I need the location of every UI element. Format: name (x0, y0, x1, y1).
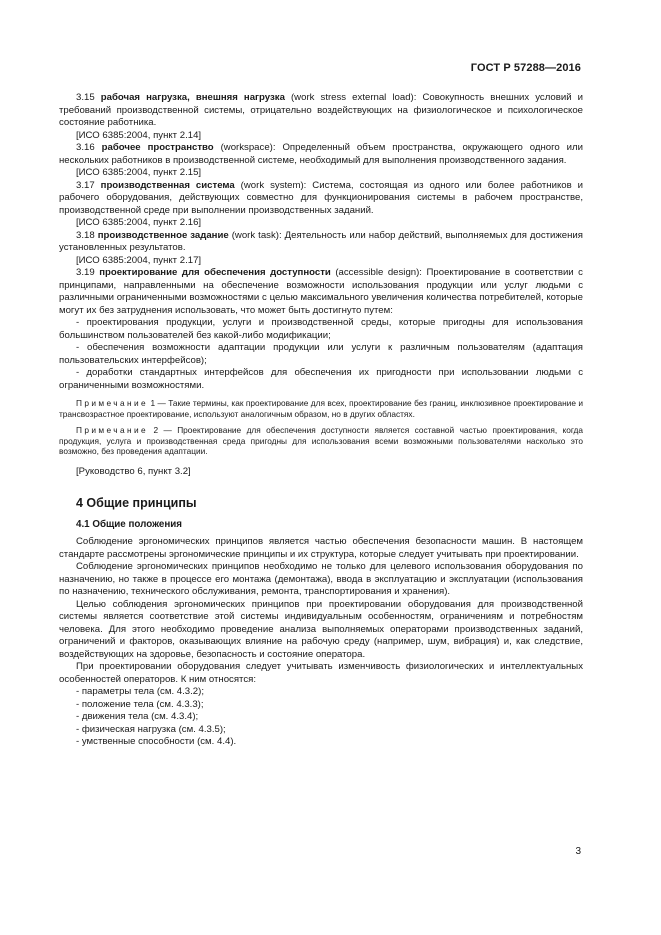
def-number: 3.16 (76, 142, 95, 153)
paragraph: Целью соблюдения эргономических принципов при проектировании оборудования для производственной системы является соответствие этой системы индивидуальным особенностям, ограничениям и потребностям человека. Для этого необходимо проведение анализа выполняемых операторами производственных заданий, ограничений и факторов, оказывающих влияние на рабочую среду (например, шум, вибрация) и, как следствие, воздействующих на здоровье, безопасность и состояние оператора. (59, 598, 583, 660)
def-text: (work task): Деятельность или набор действий, выполняемых для достижения установленных результатов. (59, 229, 583, 253)
def-term: рабочее пространство (101, 142, 214, 153)
def-number: 3.18 (76, 229, 95, 241)
def-number: 3.15 (76, 92, 95, 103)
definition-3-19 (59, 267, 583, 317)
section-heading: 4 Общие принципы (76, 496, 197, 511)
note-text: 2 — Проектирование для обеспечения доступности является составной частью проектирования, когда продукция, услуга и производственная среда пригодны для использования всеми возможными пользователями насколько это возможно, без проведения адаптации. (59, 425, 583, 457)
def-term: производственная система (100, 179, 235, 191)
guide-reference: [Руководство 6, пункт 3.2] (76, 465, 191, 477)
def-term: рабочая нагрузка, внешняя нагрузка (100, 92, 285, 103)
note-text: 1 — Такие термины, как проектирование для всех, проектирование без границ, инклюзивное проектирование и трансвозрастное проектирование, используют аналогичным образом, но в других областях. (59, 398, 583, 419)
list-item: - физическая нагрузка (см. 4.3.5); (76, 723, 226, 735)
def-reference: [ИСО 6385:2004, пункт 2.14] (76, 129, 202, 141)
list-item: - доработки стандартных интерфейсов для обеспечения их пригодности при использовании людьми с ограниченными возможностями. (59, 367, 583, 391)
definition-3-16 (59, 142, 583, 167)
list-item: - проектирования продукции, услуги и производственной среды, которые пригодны для использования большинством пользователей без какой-либо модификации; (59, 317, 583, 341)
def-number: 3.17 (76, 179, 95, 191)
definition-3-15 (59, 92, 583, 130)
list-item: - движения тела (см. 4.3.4); (76, 711, 199, 723)
list-item: - умственные способности (см. 4.4). (76, 736, 237, 748)
paragraph: Соблюдение эргономических принципов является частью обеспечения безопасности машин. В настоящем стандарте рассмотрены эргономические принципы и их структура, которые следует учитывать при проектировании. (59, 536, 583, 560)
note-1 (59, 398, 583, 419)
list-item: - параметры тела (см. 4.3.2); (76, 686, 204, 698)
page-content (59, 92, 583, 749)
paragraph: При проектировании оборудования следует учитывать изменчивость физиологических и интеллектуальных особенностей операторов. К ним относятся: (59, 661, 583, 685)
list-item: - положение тела (см. 4.3.3); (76, 698, 204, 710)
def-term: проектирование для обеспечения доступности (99, 267, 331, 278)
note-label: Примечание (76, 425, 149, 436)
document-header: ГОСТ Р 57288—2016 (470, 62, 581, 74)
def-term: производственное задание (97, 229, 229, 241)
note-label: Примечание (76, 398, 149, 408)
def-text: (work stress external load): Совокупность внешних условий и требований производственной системы, отрицательно воздействующих на физиологическое и психологическое состояние работника. (59, 92, 584, 128)
definition-3-18 (59, 230, 583, 255)
definition-3-17 (59, 180, 583, 218)
def-text: (accessible design): Проектирование в соответствии с принципами, направленными на обеспечение возможности использования продукции или услуг людьми с различными ограниченными возможностями с целью максимального увеличения количества потребителей, которые могут их без затруднения использовать, что может быть достигнуто путем: (59, 267, 583, 316)
def-reference: [ИСО 6385:2004, пункт 2.16] (76, 217, 202, 228)
subsection-heading: 4.1 Общие положения (76, 518, 183, 530)
def-text: (work system): Система, состоящая из одного или более работников и рабочего оборудования, действующих совместно для функционирования системы в рабочем пространстве, производственной среде при выполнении производственных заданий. (59, 179, 583, 216)
page-number: 3 (575, 846, 581, 857)
note-2 (59, 425, 583, 457)
def-reference: [ИСО 6385:2004, пункт 2.15] (76, 167, 202, 178)
def-number: 3.19 (76, 267, 95, 278)
list-item: - обеспечения возможности адаптации продукции или услуги к различным пользователям (адаптация пользовательских интерфейсов); (59, 342, 583, 366)
paragraph: Соблюдение эргономических принципов необходимо не только для целевого использования оборудования по назначению, но также в процессе его монтажа (демонтажа), ввода в эксплуатацию и эксплуатации (использования по назначению, технического обслуживания, ремонта, транспортирования и хранения). (59, 561, 583, 598)
def-reference: [ИСО 6385:2004, пункт 2.17] (76, 254, 202, 266)
def-text: (workspace): Определенный объем пространства, окружающего одного или нескольких работников в производственной системе, необходимый для выполнения производственного задания. (59, 142, 583, 166)
